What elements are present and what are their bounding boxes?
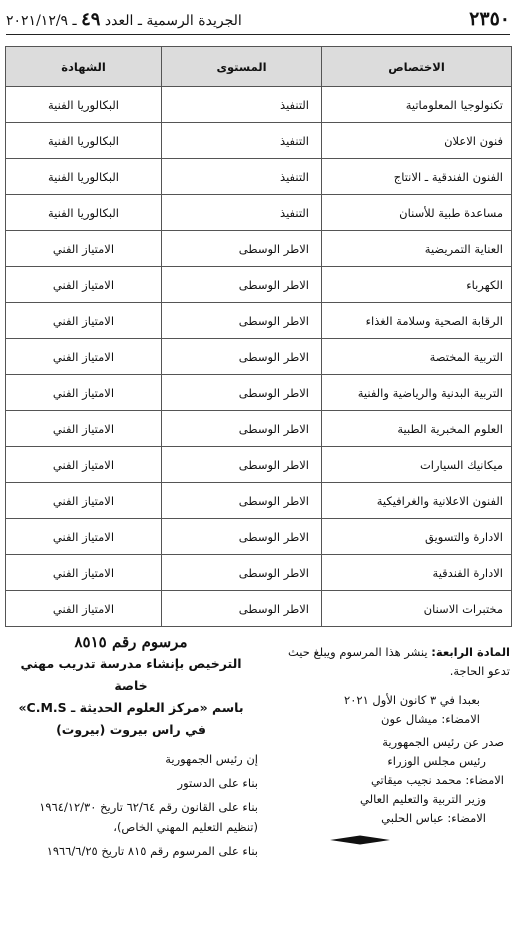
article-four-text: ينشر هذا المرسوم ويبلغ حيث تدعو الحاجة. <box>288 645 510 678</box>
preamble-decree: بناء على المرسوم رقم ٨١٥ تاريخ ١٩٦٦/٦/٢٥ <box>46 844 258 858</box>
cell-level: الاطر الوسطى <box>162 231 322 267</box>
table-row <box>6 303 512 339</box>
end-ornament <box>264 832 510 851</box>
cell-level: الاطر الوسطى <box>162 267 322 303</box>
cell-certificate: الامتياز الفني <box>6 555 162 591</box>
table-row <box>6 411 512 447</box>
issued-by: صدر عن رئيس الجمهورية <box>382 735 504 749</box>
table-row <box>6 195 512 231</box>
president-signature: الامضاء: ميشال عون <box>381 712 480 726</box>
table-row <box>6 159 512 195</box>
table-row <box>6 519 512 555</box>
decree-title-line-3: في راس بيروت (بيروت) <box>56 722 206 737</box>
decree-number: مرسوم رقم ٨٥١٥ <box>74 633 188 651</box>
cell-level: التنفيذ <box>162 195 322 231</box>
cell-level: الاطر الوسطى <box>162 303 322 339</box>
cell-certificate: الامتياز الفني <box>6 591 162 627</box>
page-number: ٢٣٥٠ <box>469 8 510 30</box>
cell-specialization: الادارة الفندقية <box>322 555 512 591</box>
pm-signature: الامضاء: محمد نجيب ميقاتي <box>370 773 504 787</box>
pm-title: رئيس مجلس الوزراء <box>387 754 486 768</box>
preamble-president: إن رئيس الجمهورية <box>165 752 258 766</box>
cell-certificate: الامتياز الفني <box>6 339 162 375</box>
cell-certificate: الامتياز الفني <box>6 267 162 303</box>
cell-level: التنفيذ <box>162 159 322 195</box>
cell-specialization: الكهرباء <box>322 267 512 303</box>
cell-level: الاطر الوسطى <box>162 411 322 447</box>
cell-level: الاطر الوسطى <box>162 447 322 483</box>
signing-date: بعبدا في ٣ كانون الأول ٢٠٢١ <box>344 693 480 707</box>
table-row <box>6 231 512 267</box>
cell-specialization: العلوم المخبرية الطبية <box>322 411 512 447</box>
article-four <box>264 643 510 681</box>
cell-certificate: الامتياز الفني <box>6 483 162 519</box>
specializations-table <box>5 46 512 627</box>
cell-level: الاطر الوسطى <box>162 339 322 375</box>
cell-specialization: العناية التمريضية <box>322 231 512 267</box>
minister-signature: الامضاء: عباس الحلبي <box>381 811 486 825</box>
cell-level: الاطر الوسطى <box>162 555 322 591</box>
issue-date: ـ ٢٠٢١/١٢/٩ <box>6 13 77 29</box>
header-specialization: الاختصاص <box>322 47 512 87</box>
cell-level: الاطر الوسطى <box>162 375 322 411</box>
cell-certificate: الامتياز الفني <box>6 231 162 267</box>
gazette-title <box>6 9 242 30</box>
cell-level: الاطر الوسطى <box>162 519 322 555</box>
cell-certificate: الامتياز الفني <box>6 303 162 339</box>
cell-specialization: الفنون الفندقية ـ الانتاج <box>322 159 512 195</box>
header-certificate: الشهادة <box>6 47 162 87</box>
gazette-title-prefix: الجريدة الرسمية ـ العدد <box>104 13 242 29</box>
cell-certificate: الامتياز الفني <box>6 375 162 411</box>
table-row <box>6 87 512 123</box>
page-header <box>6 6 510 35</box>
table-row <box>6 447 512 483</box>
cell-certificate: البكالوريا الفنية <box>6 87 162 123</box>
minister-title: وزير التربية والتعليم العالي <box>359 792 486 806</box>
cell-level: الاطر الوسطى <box>162 591 322 627</box>
table-row <box>6 591 512 627</box>
table-row <box>6 339 512 375</box>
decree-title-line-1: الترخيص بإنشاء مدرسة تدريب مهني خاصة <box>20 656 242 693</box>
cell-certificate: البكالوريا الفنية <box>6 123 162 159</box>
cell-specialization: فنون الاعلان <box>322 123 512 159</box>
cell-specialization: مختبرات الاسنان <box>322 591 512 627</box>
cell-certificate: الامتياز الفني <box>6 519 162 555</box>
preamble-law: بناء على القانون رقم ٦٢/٦٤ تاريخ ١٩٦٤/١٢/٣٠ (تنظيم التعليم المهني الخاص)، <box>39 800 258 834</box>
cell-specialization: مساعدة طبية للأسنان <box>322 195 512 231</box>
diamond-divider-icon <box>330 835 390 845</box>
article-four-label: المادة الرابعة: <box>431 645 510 659</box>
cell-certificate: الامتياز الفني <box>6 447 162 483</box>
cell-certificate: البكالوريا الفنية <box>6 159 162 195</box>
cell-specialization: التربية البدنية والرياضية والفنية <box>322 375 512 411</box>
table-header-row <box>6 47 512 87</box>
table-row <box>6 123 512 159</box>
table-row <box>6 267 512 303</box>
decree-title-line-2: باسم «مركز العلوم الحديثة ـ C.M.S» <box>18 700 244 715</box>
table-row <box>6 483 512 519</box>
cell-level: التنفيذ <box>162 87 322 123</box>
cell-specialization: التربية المختصة <box>322 339 512 375</box>
cell-certificate: البكالوريا الفنية <box>6 195 162 231</box>
table-body <box>6 87 512 627</box>
cell-level: التنفيذ <box>162 123 322 159</box>
cell-certificate: الامتياز الفني <box>6 411 162 447</box>
cell-specialization: الرقابة الصحية وسلامة الغذاء <box>322 303 512 339</box>
issue-number: ٤٩ <box>81 9 101 30</box>
table-row <box>6 555 512 591</box>
preamble-constitution: بناء على الدستور <box>177 776 258 790</box>
cell-specialization: الفنون الاعلانية والغرافيكية <box>322 483 512 519</box>
new-decree-column <box>4 631 258 861</box>
cell-specialization: الادارة والتسويق <box>322 519 512 555</box>
cell-specialization: تكنولوجيا المعلوماتية <box>322 87 512 123</box>
header-level: المستوى <box>162 47 322 87</box>
table-row <box>6 375 512 411</box>
decree-closing-column <box>264 643 510 851</box>
cell-specialization: ميكانيك السيارات <box>322 447 512 483</box>
cell-level: الاطر الوسطى <box>162 483 322 519</box>
